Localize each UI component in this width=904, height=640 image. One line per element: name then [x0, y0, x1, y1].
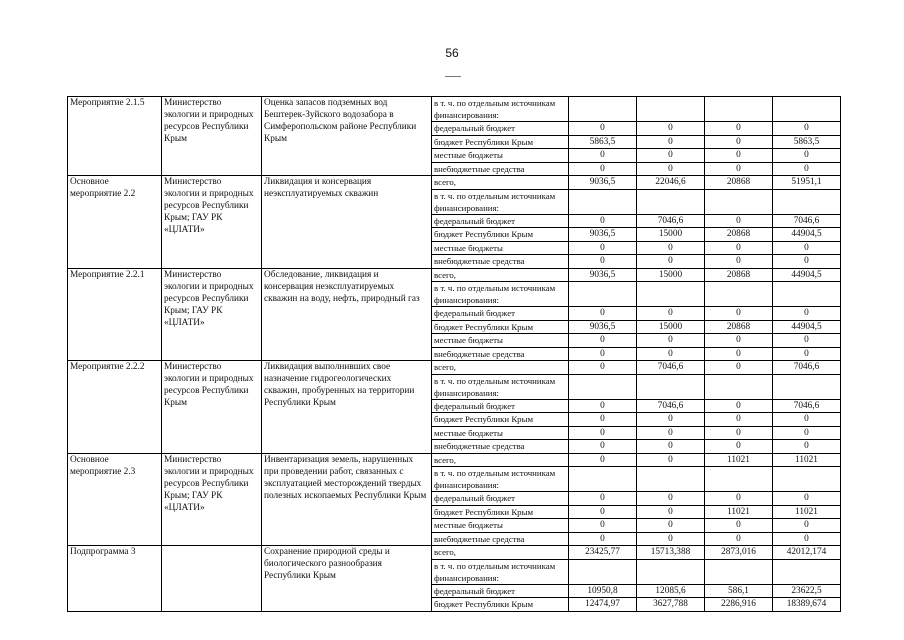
- amount-cell: 0: [773, 532, 841, 546]
- amount-cell: 9036,5: [569, 176, 637, 190]
- amount-cell: [705, 374, 773, 399]
- amount-cell: [569, 559, 637, 584]
- table-row: [68, 546, 841, 560]
- amount-cell: 0: [773, 413, 841, 427]
- amount-cell: 51951,1: [773, 176, 841, 190]
- funding-source-cell: федеральный бюджет: [432, 307, 569, 321]
- funding-source-cell: местные бюджеты: [432, 241, 569, 255]
- amount-cell: [637, 559, 705, 584]
- funding-source-cell: федеральный бюджет: [432, 122, 569, 136]
- amount-cell: [773, 282, 841, 307]
- amount-cell: 0: [637, 492, 705, 506]
- name-cell: Ликвидация выполнивших свое назначение гидрогеологических скважин, пробуренных на территории Республики Крым: [262, 361, 432, 454]
- amount-cell: [705, 559, 773, 584]
- amount-cell: 0: [637, 149, 705, 163]
- amount-cell: 0: [637, 135, 705, 149]
- table-row: [68, 453, 841, 467]
- amount-cell: 0: [569, 532, 637, 546]
- amount-cell: 0: [637, 532, 705, 546]
- executor-cell: Министерство экологии и природных ресурсов Республики Крым; ГАУ РК «ЦЛАТИ»: [162, 176, 262, 269]
- amount-cell: 0: [705, 122, 773, 136]
- funding-table: [67, 96, 841, 612]
- amount-cell: 9036,5: [569, 228, 637, 242]
- amount-cell: 0: [569, 453, 637, 467]
- amount-cell: 0: [637, 453, 705, 467]
- funding-source-cell: в т. ч. по отдельным источникам финансирования:: [432, 189, 569, 214]
- header-rule: [445, 76, 461, 77]
- amount-cell: [569, 467, 637, 492]
- amount-cell: 0: [705, 347, 773, 361]
- funding-source-cell: всего,: [432, 268, 569, 282]
- amount-cell: 44904,5: [773, 228, 841, 242]
- amount-cell: 0: [569, 255, 637, 269]
- amount-cell: 0: [569, 162, 637, 176]
- amount-cell: [705, 97, 773, 122]
- amount-cell: 15000: [637, 320, 705, 334]
- amount-cell: 0: [569, 241, 637, 255]
- amount-cell: 5863,5: [569, 135, 637, 149]
- amount-cell: 20868: [705, 228, 773, 242]
- amount-cell: [637, 282, 705, 307]
- funding-source-cell: внебюджетные средства: [432, 347, 569, 361]
- amount-cell: 0: [637, 413, 705, 427]
- funding-source-cell: внебюджетные средства: [432, 162, 569, 176]
- funding-source-cell: всего,: [432, 453, 569, 467]
- amount-cell: [637, 189, 705, 214]
- funding-source-cell: всего,: [432, 361, 569, 375]
- amount-cell: 18389,674: [773, 598, 841, 612]
- amount-cell: 0: [773, 122, 841, 136]
- amount-cell: 15713,388: [637, 546, 705, 560]
- amount-cell: 9036,5: [569, 268, 637, 282]
- amount-cell: 20868: [705, 268, 773, 282]
- amount-cell: 0: [773, 307, 841, 321]
- amount-cell: 0: [569, 492, 637, 506]
- amount-cell: [705, 189, 773, 214]
- amount-cell: 11021: [705, 453, 773, 467]
- funding-source-cell: местные бюджеты: [432, 149, 569, 163]
- amount-cell: [705, 467, 773, 492]
- page-number: 56: [445, 46, 459, 60]
- amount-cell: [569, 97, 637, 122]
- funding-source-cell: федеральный бюджет: [432, 584, 569, 598]
- funding-source-cell: федеральный бюджет: [432, 214, 569, 228]
- amount-cell: 0: [569, 307, 637, 321]
- amount-cell: 0: [569, 413, 637, 427]
- amount-cell: 0: [773, 492, 841, 506]
- name-cell: Обследование, ликвидация и консервация неэксплуатируемых скважин на воду, нефть, природный газ: [262, 268, 432, 361]
- funding-source-cell: в т. ч. по отдельным источникам финансирования:: [432, 374, 569, 399]
- amount-cell: [569, 282, 637, 307]
- amount-cell: 2286,916: [705, 598, 773, 612]
- amount-cell: 7046,6: [637, 214, 705, 228]
- executor-cell: Министерство экологии и природных ресурсов Республики Крым: [162, 97, 262, 176]
- amount-cell: 0: [705, 399, 773, 413]
- amount-cell: 0: [637, 347, 705, 361]
- amount-cell: 12085,6: [637, 584, 705, 598]
- funding-source-cell: бюджет Республики Крым: [432, 228, 569, 242]
- amount-cell: 0: [773, 149, 841, 163]
- amount-cell: [773, 559, 841, 584]
- amount-cell: 0: [637, 255, 705, 269]
- amount-cell: 0: [569, 361, 637, 375]
- funding-source-cell: внебюджетные средства: [432, 532, 569, 546]
- amount-cell: 0: [569, 399, 637, 413]
- amount-cell: [773, 467, 841, 492]
- measure-cell: Подпрограмма 3: [68, 546, 162, 612]
- amount-cell: 586,1: [705, 584, 773, 598]
- name-cell: Сохранение природной среды и биологического разнообразия Республики Крым: [262, 546, 432, 612]
- amount-cell: 0: [637, 334, 705, 348]
- funding-source-cell: всего,: [432, 176, 569, 190]
- amount-cell: 0: [569, 334, 637, 348]
- table-row: [68, 176, 841, 190]
- amount-cell: 44904,5: [773, 320, 841, 334]
- amount-cell: 0: [569, 519, 637, 533]
- funding-source-cell: бюджет Республики Крым: [432, 320, 569, 334]
- amount-cell: 0: [705, 334, 773, 348]
- amount-cell: 12474,97: [569, 598, 637, 612]
- amount-cell: 0: [705, 135, 773, 149]
- amount-cell: 42012,174: [773, 546, 841, 560]
- amount-cell: 15000: [637, 228, 705, 242]
- amount-cell: 0: [705, 426, 773, 440]
- amount-cell: 0: [637, 426, 705, 440]
- amount-cell: [569, 374, 637, 399]
- amount-cell: 5863,5: [773, 135, 841, 149]
- amount-cell: 20868: [705, 176, 773, 190]
- amount-cell: [637, 97, 705, 122]
- measure-cell: Мероприятие 2.2.1: [68, 268, 162, 361]
- amount-cell: 11021: [773, 505, 841, 519]
- amount-cell: 7046,6: [773, 361, 841, 375]
- funding-source-cell: федеральный бюджет: [432, 492, 569, 506]
- amount-cell: 11021: [705, 505, 773, 519]
- table-row: [68, 268, 841, 282]
- amount-cell: [773, 374, 841, 399]
- funding-source-cell: в т. ч. по отдельным источникам финансирования:: [432, 97, 569, 122]
- amount-cell: 0: [569, 214, 637, 228]
- funding-source-cell: бюджет Республики Крым: [432, 135, 569, 149]
- amount-cell: 0: [637, 162, 705, 176]
- amount-cell: 10950,8: [569, 584, 637, 598]
- amount-cell: [705, 282, 773, 307]
- amount-cell: 7046,6: [773, 214, 841, 228]
- measure-cell: Мероприятие 2.1.5: [68, 97, 162, 176]
- amount-cell: 0: [773, 440, 841, 454]
- amount-cell: 0: [773, 241, 841, 255]
- funding-source-cell: федеральный бюджет: [432, 399, 569, 413]
- amount-cell: 0: [569, 426, 637, 440]
- funding-source-cell: в т. ч. по отдельным источникам финансирования:: [432, 559, 569, 584]
- amount-cell: 2873,016: [705, 546, 773, 560]
- table-row: [68, 361, 841, 375]
- amount-cell: 0: [569, 347, 637, 361]
- amount-cell: 22046,6: [637, 176, 705, 190]
- amount-cell: [773, 97, 841, 122]
- amount-cell: 0: [705, 241, 773, 255]
- amount-cell: 20868: [705, 320, 773, 334]
- amount-cell: [637, 374, 705, 399]
- amount-cell: 0: [773, 334, 841, 348]
- funding-source-cell: местные бюджеты: [432, 426, 569, 440]
- executor-cell: Министерство экологии и природных ресурсов Республики Крым; ГАУ РК «ЦЛАТИ»: [162, 268, 262, 361]
- funding-source-cell: бюджет Республики Крым: [432, 598, 569, 612]
- name-cell: Ликвидация и консервация неэксплуатируемых скважин: [262, 176, 432, 269]
- amount-cell: 0: [569, 505, 637, 519]
- amount-cell: 0: [773, 426, 841, 440]
- amount-cell: 0: [637, 122, 705, 136]
- amount-cell: 23622,5: [773, 584, 841, 598]
- executor-cell: Министерство экологии и природных ресурсов Республики Крым: [162, 361, 262, 454]
- amount-cell: 0: [569, 440, 637, 454]
- amount-cell: 0: [705, 440, 773, 454]
- amount-cell: [569, 189, 637, 214]
- funding-source-cell: местные бюджеты: [432, 334, 569, 348]
- amount-cell: 0: [705, 149, 773, 163]
- amount-cell: 0: [773, 162, 841, 176]
- amount-cell: 0: [705, 413, 773, 427]
- amount-cell: 0: [637, 440, 705, 454]
- amount-cell: 0: [637, 307, 705, 321]
- amount-cell: 7046,6: [773, 399, 841, 413]
- amount-cell: 0: [637, 519, 705, 533]
- amount-cell: 0: [705, 532, 773, 546]
- measure-cell: Основное мероприятие 2.3: [68, 453, 162, 546]
- amount-cell: 15000: [637, 268, 705, 282]
- funding-source-cell: бюджет Республики Крым: [432, 413, 569, 427]
- amount-cell: 7046,6: [637, 399, 705, 413]
- funding-source-cell: местные бюджеты: [432, 519, 569, 533]
- name-cell: Оценка запасов подземных вод Бештерек-Зуйского водозабора в Симферопольском районе Республики Крым: [262, 97, 432, 176]
- amount-cell: 0: [773, 255, 841, 269]
- amount-cell: [637, 467, 705, 492]
- amount-cell: 44904,5: [773, 268, 841, 282]
- funding-source-cell: в т. ч. по отдельным источникам финансирования:: [432, 467, 569, 492]
- amount-cell: 9036,5: [569, 320, 637, 334]
- amount-cell: [773, 189, 841, 214]
- amount-cell: 11021: [773, 453, 841, 467]
- funding-source-cell: бюджет Республики Крым: [432, 505, 569, 519]
- name-cell: Инвентаризация земель, нарушенных при проведении работ, связанных с эксплуатацией месторождений твердых полезных ископаемых Республики Крым: [262, 453, 432, 546]
- executor-cell: [162, 546, 262, 612]
- amount-cell: 0: [773, 519, 841, 533]
- amount-cell: 0: [705, 519, 773, 533]
- amount-cell: 0: [773, 347, 841, 361]
- amount-cell: 0: [705, 162, 773, 176]
- amount-cell: 0: [705, 361, 773, 375]
- amount-cell: 0: [705, 492, 773, 506]
- amount-cell: 7046,6: [637, 361, 705, 375]
- amount-cell: 3627,788: [637, 598, 705, 612]
- amount-cell: 0: [705, 214, 773, 228]
- amount-cell: 0: [569, 149, 637, 163]
- amount-cell: 23425,77: [569, 546, 637, 560]
- amount-cell: 0: [569, 122, 637, 136]
- funding-source-cell: в т. ч. по отдельным источникам финансирования:: [432, 282, 569, 307]
- funding-source-cell: внебюджетные средства: [432, 440, 569, 454]
- funding-source-cell: всего,: [432, 546, 569, 560]
- amount-cell: 0: [637, 505, 705, 519]
- table-row: [68, 97, 841, 122]
- measure-cell: Основное мероприятие 2.2: [68, 176, 162, 269]
- amount-cell: 0: [637, 241, 705, 255]
- amount-cell: 0: [705, 255, 773, 269]
- executor-cell: Министерство экологии и природных ресурсов Республики Крым; ГАУ РК «ЦЛАТИ»: [162, 453, 262, 546]
- funding-source-cell: внебюджетные средства: [432, 255, 569, 269]
- measure-cell: Мероприятие 2.2.2: [68, 361, 162, 454]
- amount-cell: 0: [705, 307, 773, 321]
